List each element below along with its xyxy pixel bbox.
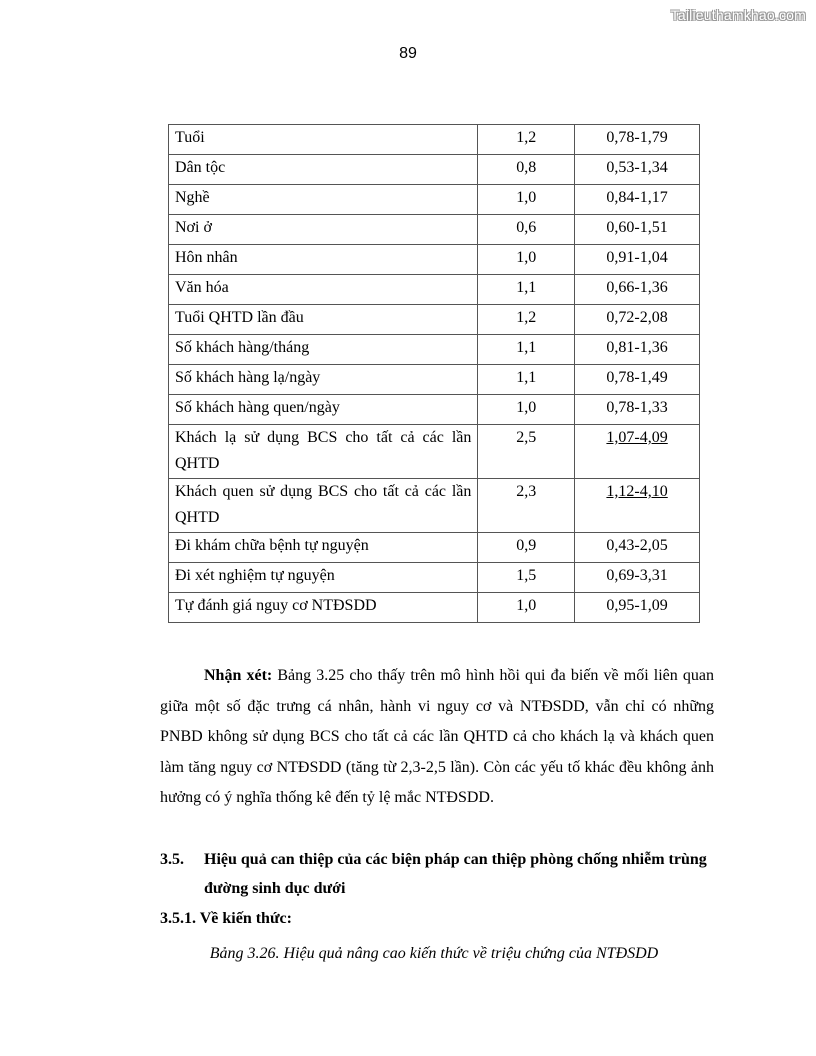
ci-cell: 0,43-2,05 [575,533,700,563]
section-number: 3.5. [160,851,184,868]
section-heading [160,845,714,903]
page-number: 89 [399,45,417,62]
or-cell: 1,0 [478,245,575,275]
table-row [169,479,700,533]
ci-cell: 0,95-1,09 [575,593,700,623]
or-cell: 1,1 [478,335,575,365]
remark-paragraph [160,661,714,814]
table-row [169,533,700,563]
factor-cell: Đi xét nghiệm tự nguyện [169,563,478,593]
table-row [169,305,700,335]
table-row [169,365,700,395]
or-cell: 0,8 [478,155,575,185]
or-cell: 0,9 [478,533,575,563]
ci-cell: 0,72-2,08 [575,305,700,335]
ci-cell: 0,84-1,17 [575,185,700,215]
or-cell: 1,1 [478,365,575,395]
factor-cell: Nghề [169,185,478,215]
factor-cell: Khách lạ sử dụng BCS cho tất cả các lần QHTD [169,425,478,479]
table-row [169,395,700,425]
section-title: Hiệu quả can thiệp của các biện pháp can thiệp phòng chống nhiễm trùng đường sinh dục dưới [204,851,707,897]
or-cell: 1,2 [478,305,575,335]
table-row [169,125,700,155]
ci-cell [575,479,700,533]
ci-cell: 0,60-1,51 [575,215,700,245]
factor-cell: Đi khám chữa bệnh tự nguyện [169,533,478,563]
ci-value-underlined: 1,12-4,10 [606,483,668,500]
subsection-heading: 3.5.1. Về kiến thức: [160,910,292,927]
ci-cell: 0,81-1,36 [575,335,700,365]
factor-cell: Số khách hàng/tháng [169,335,478,365]
or-cell: 2,3 [478,479,575,533]
factor-cell: Văn hóa [169,275,478,305]
ci-cell: 0,66-1,36 [575,275,700,305]
ci-cell: 0,91-1,04 [575,245,700,275]
ci-cell: 0,69-3,31 [575,563,700,593]
or-cell: 1,0 [478,395,575,425]
ci-cell: 0,53-1,34 [575,155,700,185]
or-cell: 1,1 [478,275,575,305]
or-cell: 0,6 [478,215,575,245]
factor-cell: Nơi ở [169,215,478,245]
ci-cell: 0,78-1,33 [575,395,700,425]
table-row [169,185,700,215]
factor-cell: Số khách hàng quen/ngày [169,395,478,425]
ci-cell [575,425,700,479]
or-cell: 2,5 [478,425,575,479]
ci-cell: 0,78-1,49 [575,365,700,395]
factor-cell: Tuổi [169,125,478,155]
factor-cell: Số khách hàng lạ/ngày [169,365,478,395]
or-cell: 1,5 [478,563,575,593]
table-row [169,335,700,365]
table-row [169,593,700,623]
or-cell: 1,0 [478,593,575,623]
table-row [169,425,700,479]
or-cell: 1,0 [478,185,575,215]
ci-cell: 0,78-1,79 [575,125,700,155]
factor-cell: Tự đánh giá nguy cơ NTĐSDD [169,593,478,623]
table-row [169,155,700,185]
table-row [169,275,700,305]
or-cell: 1,2 [478,125,575,155]
table-caption: Bảng 3.26. Hiệu quả nâng cao kiến thức về triệu chứng của NTĐSDD [209,945,659,962]
table-row [169,563,700,593]
factor-cell: Khách quen sử dụng BCS cho tất cả các lần QHTD [169,479,478,533]
factor-cell: Hôn nhân [169,245,478,275]
ci-value-underlined: 1,07-4,09 [606,429,668,446]
table-row [169,215,700,245]
factor-cell: Dân tộc [169,155,478,185]
remark-label: Nhận xét: [204,667,273,684]
odds-ratio-table [168,124,700,623]
factor-cell: Tuổi QHTD lần đầu [169,305,478,335]
table-row [169,245,700,275]
watermark-logo: Tailieuthamkhao.com [670,7,806,23]
remark-text: Bảng 3.25 cho thấy trên mô hình hồi qui đa biến về mối liên quan giữa một số đặc trưng cá nhân, hành vi nguy cơ và NTĐSDD, vẫn chỉ có những PNBD không sử dụng BCS cho tất cả các lần QHTD cả cho khách lạ và khách quen làm tăng nguy cơ NTĐSDD (tăng từ 2,3-2,5 lần). Còn các yếu tố khác đều không ảnh hưởng có ý nghĩa thống kê đến tỷ lệ mắc NTĐSDD. [160,667,715,806]
